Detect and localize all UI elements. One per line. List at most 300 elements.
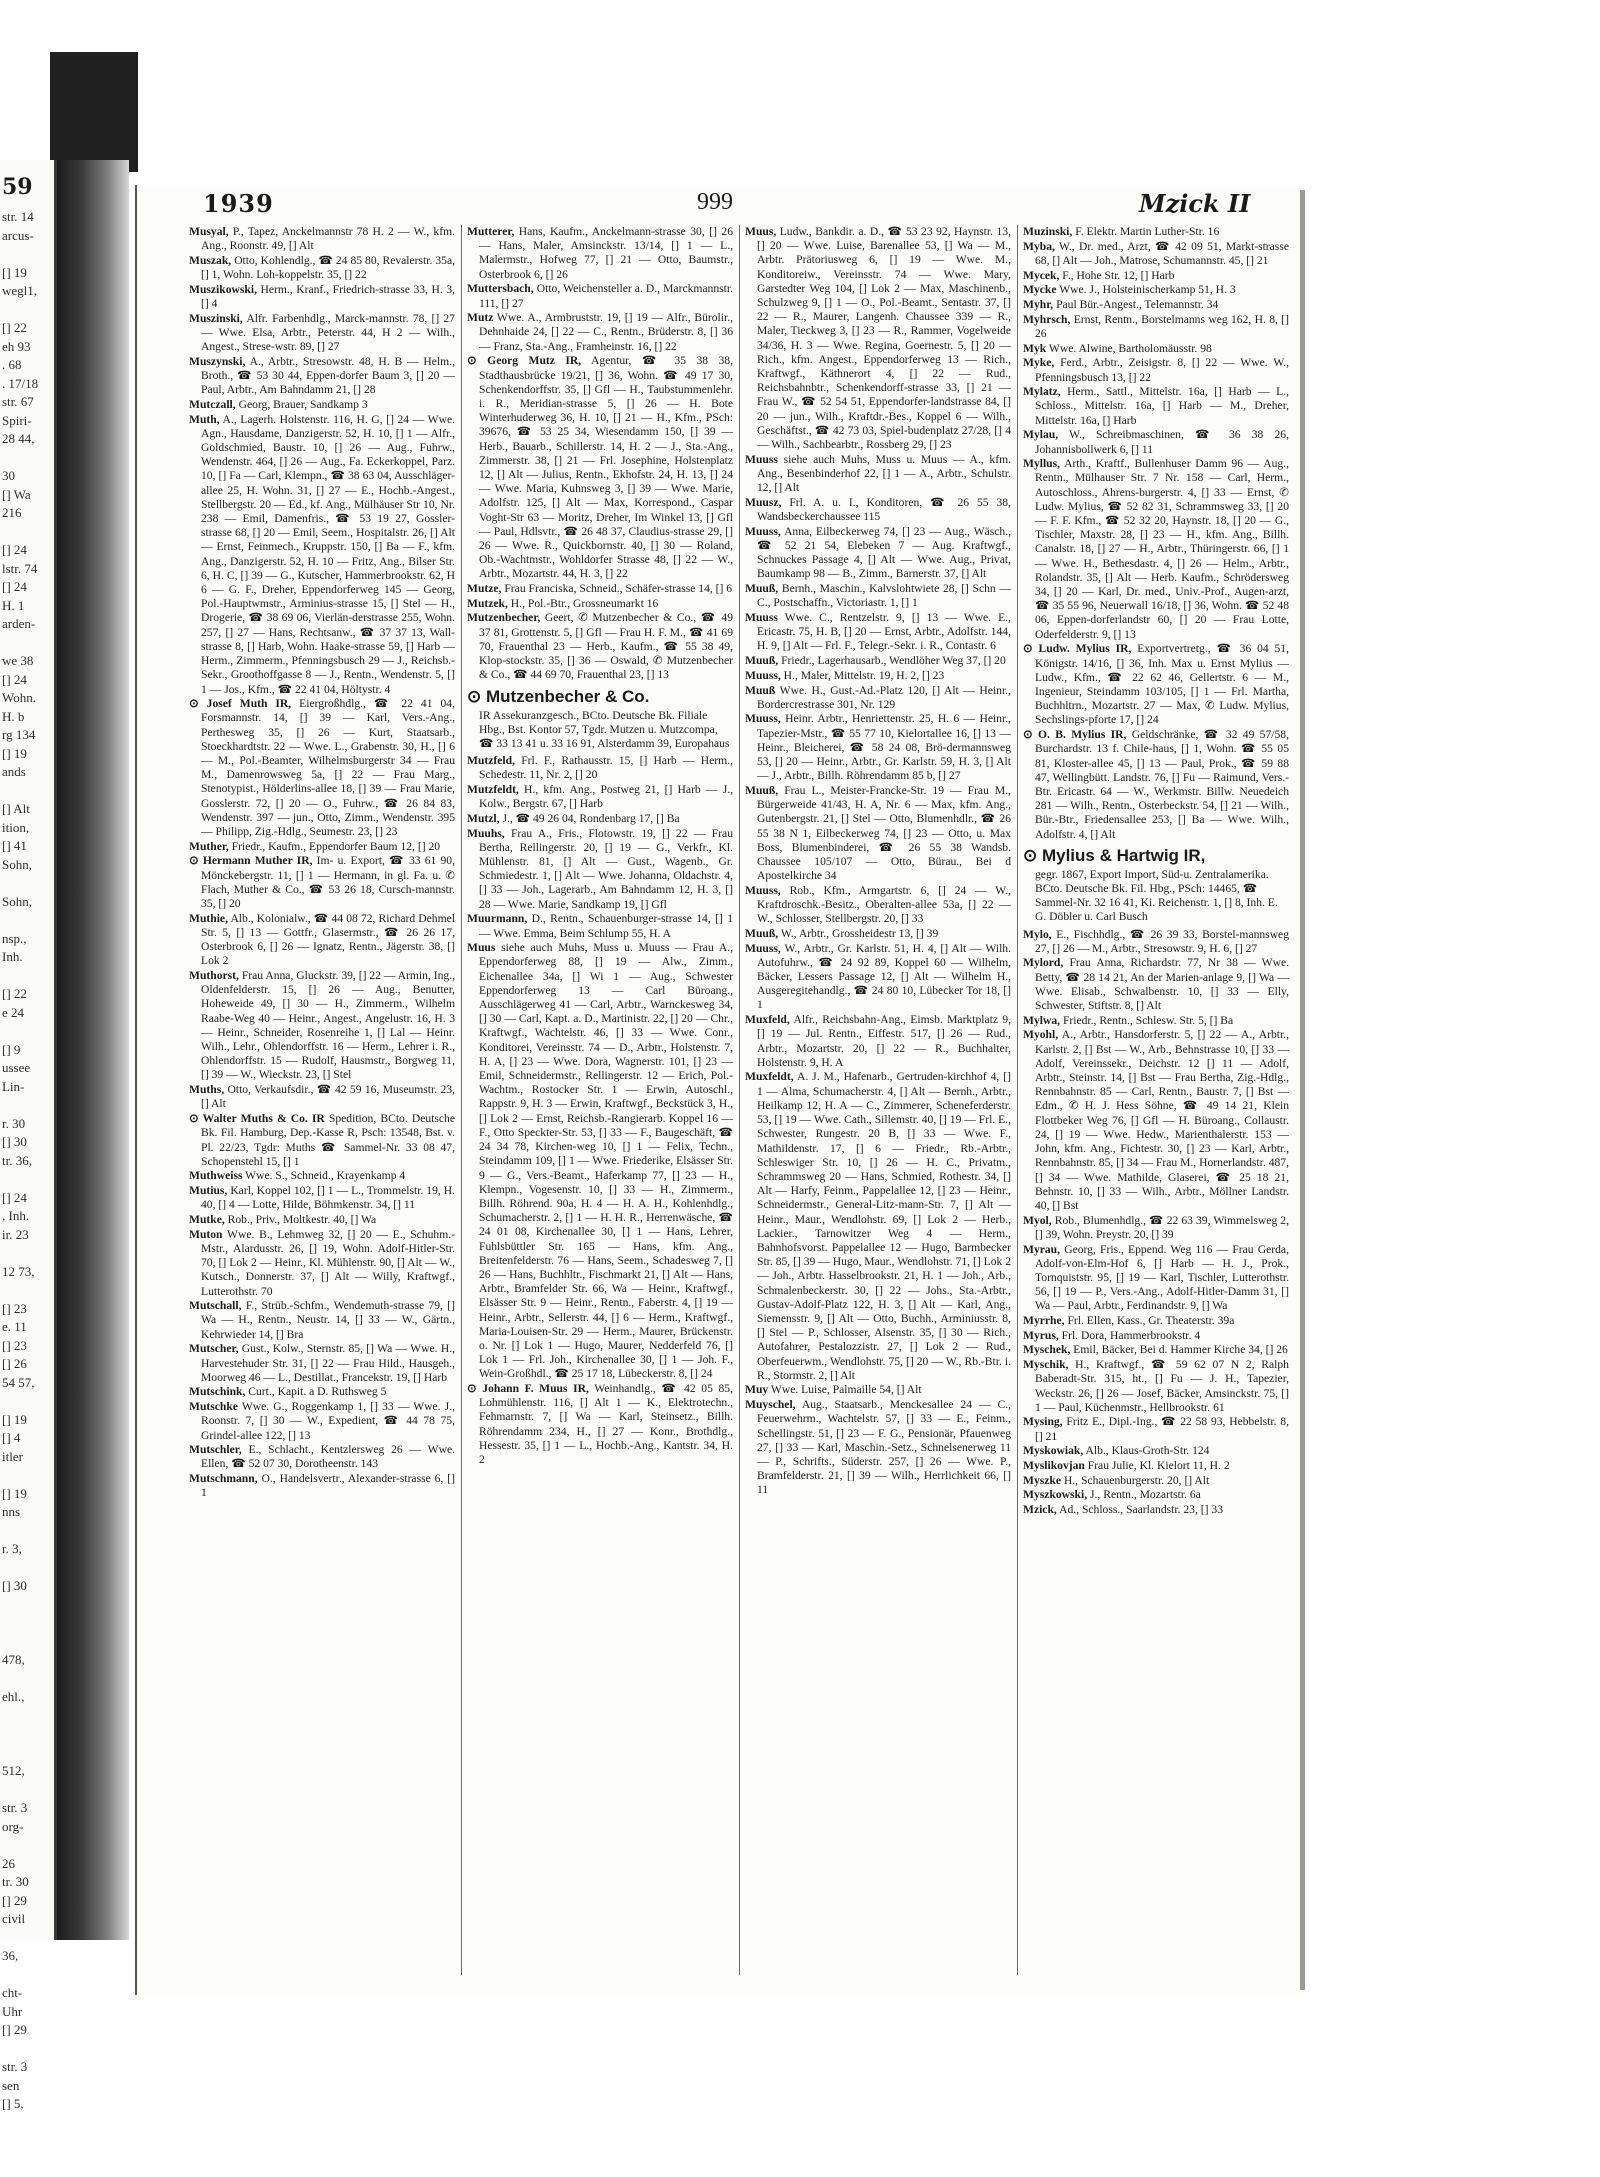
directory-entry: [189, 398, 455, 412]
entry-details: Spedition, BCto. Deutsche Bk. Fil. Hamburg, Dep.-Kasse R, Psch: 13548, Bst. v. Pl. 22/23, Tgdr: Muths ☎ Sammel-Nr. 33 08 47, Schopenstehl 15, [] 1: [201, 1112, 455, 1168]
directory-entry: [1023, 1444, 1289, 1458]
entry-details: W., Arbtr., Grossheidestr 13, [] 39: [780, 926, 939, 940]
entry-surname: Muuß,: [745, 582, 779, 596]
directory-entry: [189, 969, 455, 1083]
directory-entry: [189, 1400, 455, 1443]
edge-fragment: [0, 1744, 54, 1763]
entry-details: Georg, Brauer, Sandkamp 3: [238, 397, 368, 411]
directory-entry: [467, 311, 733, 354]
edge-fragment: [] 30: [2, 1578, 27, 1593]
entry-surname: Mutschink,: [189, 1385, 246, 1399]
entry-details: E., Fischhdlg., ☎ 26 39 33, Borstel-mannsweg 27, [] 26 — M., Arbtr., Stresowstr. 9, H. 6, [] 27: [1035, 927, 1290, 955]
entry-details: Frau Anna, Richardstr. 77, Nr 38 — Wwe. Betty, ☎ 28 14 21, An der Marien-anlage 9, [] Wa — Wwe. Elisab., Schwalbenstr. 10, [] 33 — Elly, Schwester, Stiftstr. 8, [] Alt: [1035, 956, 1289, 1013]
entry-surname: Mylo,: [1023, 927, 1052, 941]
directory-entry: [189, 1184, 455, 1212]
entry-details: Frl. Ellen, Kass., Gr. Theaterstr. 39a: [1067, 1314, 1235, 1328]
column-3: [745, 225, 1011, 1975]
column-2: [467, 225, 733, 1975]
entry-details: Wwe. Luise, Palmaille 54, [] Alt: [770, 1383, 922, 1397]
entry-details: Geert, ✆ Mutzenbecher & Co., ☎ 49 37 81, Grottenstr. 5, [] Gfl — Frau H. F. M., ☎ 41 69 70, Frauenthal 23 — Herb., Kaufm., ☎ 55 38 49, Klop-stockstr. 35, [] 36 — Oswald, ✆ Mutzenbecher & Co., ☎ 44 69 70, Frauenthal 23, [] 13: [479, 611, 734, 682]
edge-fragment: ehl.,: [2, 1689, 25, 1704]
entry-surname: Mylatz,: [1023, 385, 1061, 399]
edge-fragment: str. 3: [2, 2059, 28, 2074]
entry-surname: Mutczall,: [189, 397, 236, 411]
edge-fragment: [] 23: [2, 1337, 27, 1353]
edge-fragment: [] 19: [2, 745, 27, 761]
edge-fragment: [] 23: [2, 1300, 27, 1316]
edge-fragment: e. 11: [2, 1319, 27, 1334]
edge-fragment: [0, 1466, 54, 1485]
entry-surname: Mysing,: [1023, 1415, 1063, 1429]
directory-entry: [1023, 342, 1289, 356]
entry-details: Frl. A. u. I., Konditoren, ☎ 26 55 38, Wandsbeckerchaussee 115: [757, 495, 1011, 524]
directory-entry: [745, 1398, 1011, 1497]
edge-fragment: . 17/18: [2, 375, 39, 391]
previous-page-fragments: [0, 208, 54, 2114]
entry-surname: Myohl,: [1023, 1028, 1059, 1042]
edge-fragment: ussee: [2, 1060, 31, 1075]
directory-entry: [467, 754, 733, 782]
directory-entry: [189, 697, 455, 839]
entry-details: Otto, Kohlendlg., ☎ 24 85 80, Revalerstr. 35a, [] 1, Wohn. Loh-koppelstr. 35, [] 22: [201, 253, 456, 282]
directory-entry: [1023, 356, 1289, 384]
entry-details: Emil, Bäcker, Bei d. Hammer Kirche 34, [] 26: [1073, 1343, 1288, 1357]
edge-fragment: Sohn,: [2, 893, 32, 909]
directory-entry: [1023, 457, 1289, 642]
directory-entry: [1023, 1014, 1289, 1028]
edge-fragment: 30: [2, 468, 15, 483]
entry-details: H., Pol.-Btr., Grossneumarkt 16: [510, 596, 659, 610]
edge-fragment: sen: [2, 2077, 20, 2093]
previous-page-edge: [0, 160, 57, 2111]
edge-fragment: [] 19: [2, 1485, 27, 1501]
edge-fragment: [0, 1392, 54, 1411]
directory-entry: [467, 225, 733, 282]
edge-fragment: eh 93: [2, 338, 31, 354]
edge-fragment: [0, 1281, 54, 1300]
edge-fragment: [0, 874, 54, 893]
entry-surname: Mutschler,: [189, 1443, 242, 1457]
entry-surname: Mutschall,: [189, 1299, 242, 1313]
page-header: [137, 189, 1302, 219]
entry-surname: Muyschel,: [745, 1398, 796, 1412]
entry-details: Alb., Klaus-Groth-Str. 124: [1085, 1444, 1210, 1458]
edge-fragment: [0, 1966, 54, 1985]
entry-surname: Mzick,: [1023, 1503, 1057, 1517]
entry-surname: Mutterer,: [467, 225, 515, 238]
edge-fragment: [0, 1781, 54, 1800]
directory-entry: [467, 582, 733, 596]
entry-surname: Mylwa,: [1023, 1013, 1061, 1027]
edge-fragment: [] 22: [2, 320, 27, 335]
entry-details: Alfr. Farbenhdlg., Marck-mannstr. 78, [] 27 — Wwe. Elsa, Arbtr., Peterstr. 44, H 2 — Wilh., Angest., Strese-wstr. 89, [] 27: [201, 311, 455, 354]
entry-surname: Myllus,: [1023, 457, 1061, 471]
entry-details: A., Arbtr., Hansdorferstr. 5, [] 22 — A., Arbtr., Karlstr. 2, [] Bst — W., Arb., Behnstrasse 10, [] 33 — Adolf, Vereinssekr., Deichstr. 12 [] 11 — Adolf, Arbtr., Steinstr. 14, [] Bst — Frau Bertha, Zig.-Hdlg., Rennbahnstr. 85 — Carl, Rentn., Baustr. 7, [] Bst — Edm., ✆ H. J. Hess Söhne, ☎ 49 14 21, Klein Flottbeker Weg 76, [] Gfl — H. Büroang., Collaustr. 24, [] 19 — Wwe. Hedw., Marienthalerstr. 153 — John, kfm. Ang., Fichtestr. 30, [] 23 — Karl, Arbtr., Rennbahnstr. 85, [] 34 — Frau M., Hornerlandstr. 487, [] 34 — Wwe. Mathilde, Glaserei, ☎ 25 18 21, Behnstr. 10, [] 33 — Wilh., Arbtr., Möllner Landstr. 40, [] Bst: [1035, 1028, 1289, 1212]
entry-details: D., Rentn., Schauenburger-strasse 14, [] 1 — Wwe. Emma, Beim Schlump 55, H. A: [479, 912, 733, 940]
entry-surname: ⊙ Josef Muth IR,: [189, 697, 292, 711]
edge-fragment: we 38: [2, 653, 34, 668]
directory-entry: [745, 654, 1011, 668]
entry-details: IR Assekuranzgesch., BCto. Deutsche Bk. Filiale Hbg., Bst. Kontor 57, Tgdr. Mutzen u. Mutzcompa, ☎ 33 13 41 u. 33 16 91, Alsterdamm 39, Europahaus: [479, 708, 730, 750]
edge-fragment: ition,: [2, 819, 30, 835]
directory-entry: [745, 611, 1011, 654]
entry-surname: Mylord,: [1023, 956, 1064, 970]
directory-entry: [189, 1083, 455, 1111]
entry-details: Friedr., Kaufm., Eppendorfer Baum 12, [] 20: [231, 839, 441, 853]
scan-dark-corner: [50, 52, 138, 172]
edge-fragment: [0, 1559, 54, 1578]
entry-surname: Musyal,: [189, 225, 229, 238]
entry-surname: ⊙ Hermann Muther IR,: [189, 854, 313, 868]
edge-fragment: tr. 36,: [2, 1152, 32, 1168]
edge-fragment: [] 26: [2, 1356, 27, 1371]
edge-fragment: r. 3,: [2, 1541, 22, 1556]
edge-fragment: [] 9: [2, 1041, 21, 1057]
edge-fragment: org-: [2, 1818, 24, 1834]
entry-details: Agentur, ☎ 35 38 38, Stadthausbrücke 19/21, [] 36, Wohn. ☎ 49 17 30, Schenkendorffstr. 35, [] Gfl — H., Taubstummenlehr. i. R., Meridian-strasse 5, [] 26 — H. Bote Winterhuderweg 36, H. 10, [] 21 — H., Kfm., PSch: 39676, ☎ 53 25 34, Wiesendamm 150, [] 39 — Herb., Bauarb., Schillerstr. 14, H. 2 — J., Sta.-Ang., Zimmerstr. 38, [] 21 — Frl. Josephine, Holstenplatz 12, [] Alt — Julius, Rentn., Ekhofstr. 24, H. 13, [] 24 — Wwe. Maria, Kuhnsweg 3, [] 39 — Wwe. Marie, Adolfstr. 125, [] Alt — Max, Korrespond., Caspar Voght-Str 63 — Moritz, Dreher, Im Winkel 13, [] Gfl — Paul, Hdlsvtr., ☎ 26 48 37, Claudius-strasse 29, [] 26 — Wwe. R., Quickbornstr. 40, [] 30 — Roland, Ob.-Wachtmstr., Wohldorfer Strasse 48, [] 22 — W., Arbtr., Mozartstr. 44, H. 3, [] 22: [479, 354, 734, 581]
edge-fragment: [0, 634, 54, 653]
entry-details: Arth., Kraftf., Bullenhuser Damm 96 — Aug., Rentn., Mülhauser Str. 7 Nr. 158 — Carl, Herm., Autoschloss., Ahrens-burgerstr. 4, [] 33 — Ernst, ✆ Ludw. Mylius, ☎ 52 82 31, Schrammsweg 33, [] 20 — F. F. Kfm., ☎ 52 32 20, Haynstr. 18, [] 20 — G., Tischler, Maxstr. 28, [] 23 — H., kfm. Ang., Billh. Canalstr. 18, [] 27 — H., Arbtr., Thüringerstr. 66, [] 1 — Wwe. H., Bethesdastr. 4, [] 26 — Helm., Arbtr., Rolandstr. 35, [] Alt — Herb. Kaufm., Schrödersweg 34, [] 20 — Karl, Dr. med., Univ.-Prof., Augen-arzt, ☎ 35 55 96, Neuerwall 16/18, [] 36, Wohn. ☎ 52 48 06, Eppen-dorferlandstr 60, [] 20 — Frau Lotte, Oderfelderstr. 9, [] 13: [1035, 457, 1289, 641]
entry-details: J., Rentn., Mozartstr. 6a: [1090, 1488, 1201, 1502]
edge-fragment: [0, 1096, 54, 1115]
entry-details: Frau Julie, Kl. Kielort 11, H. 2: [1087, 1459, 1230, 1473]
entry-surname: Muszak,: [189, 253, 232, 267]
column-rule: [461, 225, 462, 1975]
edge-fragment: nns: [2, 1504, 21, 1519]
edge-fragment: [] 4: [2, 1430, 21, 1445]
directory-entry: [189, 1472, 455, 1500]
entry-surname: Muther,: [189, 839, 229, 853]
edge-fragment: str. 3: [2, 1800, 28, 1815]
edge-fragment: [0, 1022, 54, 1041]
edge-fragment: [0, 1929, 54, 1948]
entry-details: Fritz E., Dipl.-Ing., ☎ 22 58 93, Hebbelstr. 8, [] 21: [1035, 1415, 1290, 1443]
entry-details: Eiergroßhdlg., ☎ 22 41 04, Forsmannstr. 14, [] 39 — Karl, Vers.-Ang., Perthesweg 35, [] 26 — Kurt, Staatsarb., Stoeckhardtstr. 22 — Wwe. L., Grabenstr. 30, H., [] 6 — M., Pol.-Beamter, Wilhelmsburgerstr 34 — Frau M., Damenrowsweg 5a, [] 22 — Frau Marg., Stenotypist., Hölderlins-allee 18, [] 39 — Frau Marie, Gosslerstr. 72, [] 20 — O., Fuhrw., ☎ 26 84 83, Wendenstr. 397 — jun., Otto, Zimm., Wendenstr. 395 — Philipp, Zig.-Hdlg., Seumestr. 23, [] 23: [201, 697, 455, 839]
entry-surname: Muths,: [189, 1083, 225, 1097]
directory-entry: [1023, 1343, 1289, 1357]
edge-fragment: [] Alt: [2, 801, 30, 816]
entry-details: Otto, Verkaufsdir., ☎ 42 59 16, Museumstr. 23, [] Alt: [201, 1083, 455, 1111]
entry-surname: Mutze,: [467, 582, 502, 596]
directory-entry: [467, 941, 733, 1381]
entry-surname: Muxfeldt,: [745, 1070, 794, 1084]
entry-details: gegr. 1867, Export Import, Süd-u. Zentralamerika. BCto. Deutsche Bk. Fil. Hbg., PSch: 14465, ☎ Sammel-Nr. 32 16 41, Ki. Reichenstr. 1, [] 8, Inh. E. G. Döbler u. Carl Busch: [1035, 867, 1278, 924]
edge-fragment: [0, 1725, 54, 1744]
column-4: [1023, 225, 1289, 1975]
directory-entry: [467, 611, 733, 682]
edge-fragment: [0, 1170, 54, 1189]
directory-entry: [745, 884, 1011, 927]
entry-surname: Muton: [189, 1227, 223, 1241]
edge-fragment: Wohn.: [2, 690, 36, 705]
entry-details: A., Arbtr., Stresowstr. 48, H. B — Helm., Broth., ☎ 53 30 44, Eppen-dorfer Baum 3, [] 20 — Paul, Arbtr., Am Bahndamm 21, [] 28: [201, 354, 455, 397]
directory-entry: [1023, 728, 1289, 842]
running-head: Mzick II: [1139, 189, 1251, 218]
entry-details: H., Maler, Mittelstr. 19, H. 2, [] 23: [783, 668, 945, 682]
directory-entry: [745, 453, 1011, 496]
edge-fragment: Lin-: [2, 1078, 25, 1094]
page-year: 1939: [203, 189, 274, 218]
edge-fragment: str. 14: [2, 209, 34, 224]
entry-details: Wwe. S., Schneid., Krayenkamp 4: [245, 1169, 406, 1183]
entry-details: H., kfm. Ang., Postweg 21, [] Harb — J., Kolw., Bergstr. 67, [] Harb: [479, 783, 734, 811]
entry-details: Ernst, Rentn., Borstelmanns weg 162, H. 8, [] 26: [1035, 312, 1289, 340]
edge-fragment: H. 1: [2, 597, 25, 613]
entry-surname: Myol,: [1023, 1213, 1052, 1227]
entry-details: siehe auch Muhs, Muss u. Muus — A., kfm. Ang., Besenbinderhof 22, [] 1 — A., Arbtr., Schulstr. 12, [] Alt: [757, 452, 1011, 495]
entry-details: Wwe. H., Gust.-Ad.-Platz 120, [] Alt — Heinr., Bordercrestrasse 301, Nr. 129: [757, 683, 1011, 711]
entry-details: F. Elektr. Martin Luther-Str. 16: [1075, 225, 1220, 238]
entry-surname: Myhr,: [1023, 298, 1054, 312]
directory-entry: [1023, 1358, 1289, 1415]
directory-entry: [745, 1013, 1011, 1070]
edge-fragment: 28 44,: [2, 431, 35, 446]
edge-fragment: [] 19: [2, 264, 27, 280]
directory-entry: [1023, 1459, 1289, 1473]
directory-entry: [467, 783, 733, 811]
entry-details: Curt., Kapit. a D. Ruthsweg 5: [248, 1385, 387, 1399]
entry-details: A., Lagerh. Holstenstr. 116, H. G, [] 24 — Wwe. Agn., Hausdame, Danzigerstr. 52, H. 10, [] 1 — Alfr., Goldschmied, Baustr. 10, [] 26 — Aug., Fuhrw., Wendenstr. 464, [] 26 — Aug., Fa. Eckerkoppel, Parz. 10, [] Fa — Carl, Klempn., ☎ 38 63 04, Ausschläger-allee 25, H. Wohn. 31, [] 27 — E., Hochb.-Angest., Stellbergstr. 20 — Ed., kf. Ang., Mülhäuser Str 10, Nr. 238 — Emil, Damenfris., ☎ 53 19 27, Gossler-strasse 68, [] 20 — Emil, Seem., Hospitalstr. 26, [] Alt — Ernst, Feinmech., Kruppstr. 150, [] Ba — F., kfm. Ang., Danzigerstr. 52, H. 10 — Fritz, Ang., Bilser Str. 6, H. C, [] 39 — G., Kutscher, Hammerbrookstr. 62, H 6 — G. F., Dreher, Eppendorferweg 145 — Georg, Pol.-Hauptwmstr., Arminius-strasse 15, [] Stel — H., Drogerie, ☎ 38 69 06, Vierlän-derstrasse 255, Wohn. 257, [] 27 — Hans, Rechtsanw., ☎ 37 37 13, Wall-strasse 8, [] Harb, Wohn. Haake-strasse 59, [] Harb — Herm., Zimmerm., Pfenningsbusch 29 — J., Reichsb.-Sekr., Groothoffgasse 8 — J., Rentn., Wendenstr. 5, [] 1 — Jos., Kfm., ☎ 22 41 04, Höltystr. 4: [201, 412, 455, 696]
edge-fragment: cht-: [2, 1985, 23, 2000]
entry-details: H., Schauenburgerstr. 20, [] Alt: [1063, 1473, 1210, 1487]
edge-fragment: Inh.: [2, 949, 23, 964]
entry-details: Georg, Fris., Eppend. Weg 116 — Frau Gerda, Adolf-von-Elm-Hof 6, [] Harb — H. J., Prok., Tornquiststr. 95, [] 19 — Karl, Tischler, Lutterothstr. 56, [] 19 — P., Vers.-Ang., Adolf-Hitler-Damm 31, [] Wa — Paul, Arbtr., Ferdinandstr. 9, [] Wa: [1035, 1242, 1289, 1313]
directory-page: [135, 185, 1302, 1995]
entry-surname: Mutschmann,: [189, 1472, 258, 1486]
entry-surname: Mutzenbecher,: [467, 611, 541, 625]
edge-fragment: [] 22: [2, 986, 27, 1001]
entry-details: Weinhandlg., ☎ 42 05 85, Lohmühlenstr. 116, [] Alt 1 — K., Elektrotechn., Fehmarnstr. 7, [] Wa — Karl, Steinsetz., Billh. Röhrendamm 234, H., [] 27 — Konr., Brothdlg., Hessestr. 35, [] 1 — L., Hochb.-Ang., Kantstr. 34, H. 2: [479, 1382, 733, 1467]
directory-entry: [1023, 928, 1289, 956]
directory-entry: [745, 496, 1011, 524]
column-rule: [739, 225, 740, 1975]
edge-fragment: rg 134: [2, 727, 36, 742]
directory-entry: [467, 827, 733, 912]
edge-fragment: [0, 1244, 54, 1263]
edge-fragment: wegl1,: [2, 283, 38, 298]
entry-surname: Myszke: [1023, 1473, 1061, 1487]
edge-fragment: arden-: [2, 616, 36, 631]
edge-fragment: 12 73,: [2, 1263, 35, 1279]
entry-surname: ⊙ Walter Muths & Co. IR: [189, 1112, 325, 1126]
edge-fragment: [0, 782, 54, 801]
directory-entry: [745, 927, 1011, 941]
entry-surname: Muthweiss: [189, 1169, 243, 1183]
directory-entry: [467, 1382, 733, 1467]
entry-details: Otto, Weichensteller a. D., Marckmannstr. 111, [] 27: [479, 282, 733, 310]
edge-fragment: [] 5,: [2, 2096, 24, 2111]
entry-surname: Muus: [467, 941, 496, 955]
directory-entry: [189, 1169, 455, 1183]
entry-details: Im- u. Export, ☎ 33 61 90, Mönckebergstr. 11, [] 1 — Hermann, in gl. Fa. u. ✆ Flach, Muther & Co., ☎ 53 26 18, Cursch-mannstr. 35, [] 20: [201, 854, 455, 911]
entry-surname: Myskowiak,: [1023, 1444, 1084, 1458]
entry-surname: Mylau,: [1023, 428, 1059, 442]
entry-surname: Muuß,: [745, 783, 779, 797]
entry-surname: Myhrsch,: [1023, 312, 1071, 326]
directory-entry: [745, 525, 1011, 582]
entry-details: Hans, Kaufm., Anckelmann-strasse 30, [] 26 — Hans, Maler, Amsinckstr. 13/14, [] 1 — L., Malermstr., Hofweg 77, [] 21 — Otto, Baumstr., Osterbrook 6, [] 26: [479, 225, 733, 281]
entry-surname: Muuss,: [745, 712, 781, 726]
entry-surname: Muuhs,: [467, 826, 505, 840]
directory-entry: [745, 225, 1011, 452]
directory-entry: [189, 1342, 455, 1385]
entry-details: Frl. Dora, Hammerbrookstr. 4: [1061, 1328, 1201, 1342]
entry-details: H., Kraftwgf., ☎ 59 62 07 N 2, Ralph Baberadt-Str. 315, ht., [] Fu — J. H., Tapezier, Weckstr. 26, [] 26 — Josef, Bäcker, Amsinckstr. 75, [] 1 — Paul, Küchenmstr., Hellbrookstr. 61: [1035, 1358, 1289, 1414]
directory-entry: [1023, 298, 1289, 312]
directory-entry: [745, 784, 1011, 883]
directory-entry: [745, 684, 1011, 712]
edge-fragment: lstr. 74: [2, 560, 38, 576]
entry-details: Wwe. B., Lehmweg 32, [] 20 — E., Schuhm.-Mstr., Alardusstr. 26, [] 19, Wohn. Adolf-Hitler-Str. 70, [] Lok 2 — Heinr., Kl. Mühlenstr. 90, [] Alt — W., Kutsch., Donnerstr. 37, [] Alt — Willy, Kraftwgf., Lutterothstr. 70: [201, 1227, 455, 1298]
edge-fragment: 54 57,: [2, 1374, 35, 1390]
directory-entry: [467, 812, 733, 826]
directory-entry: [1023, 1488, 1289, 1502]
entry-surname: Muus,: [745, 225, 777, 238]
entry-surname: Muthorst,: [189, 969, 239, 983]
directory-entry: [1023, 428, 1289, 456]
entry-details: Alb., Kolonialw., ☎ 44 08 72, Richard Dehmel Str. 5, [] 13 — Gottfr., Glasermstr., ☎ 26 26 17, Osterbrook 6, [] 26 — Ignatz, Rentn., Jägerstr. 38, [] Lok 2: [201, 911, 455, 968]
entry-surname: Mutzek,: [467, 596, 508, 610]
edge-fragment: nsp.,: [2, 930, 27, 946]
entry-details: P., Tapez, Anckelmannstr 78 H. 2 — W., kfm. Ang., Roonstr. 49, [] Alt: [201, 225, 456, 253]
directory-entry: [745, 1383, 1011, 1397]
edge-fragment: [0, 1836, 54, 1855]
entry-details: Wwe. C., Rentzelstr. 9, [] 13 — Wwe. E., Ericastr. 75, H. B, [] 20 — Ernst, Arbtr., Adolfstr. 144, H. 9, [] Alt — Frl. F., Telegr.-Sekr. i. R., Contastr. 6: [757, 610, 1011, 653]
directory-entry: [1023, 642, 1289, 727]
entry-details: Rob., Blumenhdlg., ☎ 22 63 39, Wimmelsweg 2, [] 39, Wohn. Preystr. 20, [] 39: [1035, 1213, 1289, 1241]
entry-details: F., Hohe Str. 12, [] Harb: [1062, 268, 1175, 282]
entry-details: A. J. M., Hafenarb., Gertruden-kirchhof 4, [] 1 — Alma, Schumacherstr. 4, [] Alt — Bernh., Arbtr., Heilkamp 12, H. A — C., Zimmerer, Scheneferderstr. 53, [] 19 — Wwe. Cath., Sillemstr. 40, [] 19 — Frl. E., Schwester, Rungestr. 20 B, [] 33 — Wwe. F., Mathildenstr. 17, [] 6 — Friedr., Rb.-Arbtr., Schleswiger Str. 10, [] 26 — H. C., Privatm., Schrammsweg 20 — Hans, Schmied, Rothestr. 34, [] Alt — Harfy, Feinm., Pappelallee 12, [] 23 — Heinr., Schneidermstr., General-Litz-mann-Str. 7, [] Alt — Heinr., Maur., Wendlohstr. 69, [] Lok 2 — Herb., Lackier., Tarnowitzer Weg 4 — Herm., Bahnhofsvorst. Pappelallee 12 — Hugo, Barmbecker Str. 85, [] 39 — Hugo, Maur., Wendlohstr. 71, [] Lok 2 — Joh., Arbtr. Hasselbrookstr. 21, H. 1 — Joh., Arb., Schmalenbeckerstr. 30, [] 22 — Johs., Sta.-Arbtr., Gustav-Adolf-Platz 122, H. 3, [] Alt — Karl, Ang., Siemensstr. 9, [] Alt — Otto, Buchh., Arminiusstr. 8, [] Stel — P., Schlosser, Alsenstr. 35, [] 30 — Rich., Autofahrer, Pestalozzistr. 27, [] Lok 2 — Rud., Oberfeuerwm., Wendlohstr. 75, [] 20 — W., Rb.-Btr. i. R., Stormstr. 2, [] Alt: [757, 1070, 1011, 1382]
edge-fragment: Sohn,: [2, 856, 32, 872]
entry-surname: Myrrhe,: [1023, 1314, 1065, 1328]
edge-fragment: str. 67: [2, 394, 34, 409]
directory-entry: [745, 669, 1011, 683]
edge-fragment: [0, 1614, 54, 1633]
entry-details: Anna, Eilbeckerweg 74, [] 23 — Aug., Wäsch., ☎ 52 21 54, Elebeken 7 — Aug. Kraftwgf., Schnuckes Passage 4, [] Alt — Wwe. Aug., Privat, Baumkamp 98 — B., Zimm., Barnerstr. 37, [] Alt: [757, 524, 1011, 581]
directory-entry: [189, 312, 455, 355]
entry-details: F., Strüb.-Schfm., Wendemuth-strasse 79, [] Wa — H., Rentn., Neustr. 14, [] 33 — W., Gärtn., Kehrwieder 14, [] Bra: [201, 1299, 455, 1341]
directory-entry: [1023, 1474, 1289, 1488]
entry-surname: Muurmann,: [467, 912, 528, 926]
entry-surname: Muth,: [189, 412, 220, 426]
edge-fragment: H. b: [2, 708, 25, 724]
edge-fragment: [] 30: [2, 1134, 27, 1149]
directory-entry: [467, 282, 733, 310]
directory-entry: [1023, 283, 1289, 297]
directory-entry: [745, 712, 1011, 783]
directory-entry: [189, 912, 455, 969]
entry-surname: Myrau,: [1023, 1242, 1061, 1256]
directory-entry: [189, 355, 455, 398]
entry-surname: Mycek,: [1023, 268, 1060, 282]
entry-surname: Mutke,: [189, 1213, 225, 1227]
entry-surname: Mutz: [467, 311, 494, 325]
entry-surname: Myszkowski,: [1023, 1488, 1088, 1502]
entry-surname: Muuß,: [745, 926, 779, 940]
entry-surname: Muuss,: [745, 524, 781, 538]
edge-fragment: [0, 449, 54, 468]
edge-fragment: tr. 30: [2, 1874, 29, 1889]
entry-surname: Muuß: [745, 683, 776, 697]
directory-entry: [1023, 1314, 1289, 1328]
entry-details: Ludw., Bankdir. a. D., ☎ 53 23 92, Haynstr. 13, [] 20 — Wwe. Luise, Barenallee 53, [] Wa — M., Arbtr. Prätoriusweg 6, [] 19 — Wwe. M., Konditoreiw., Vereinsstr. 74 — Wwe. Mary, Garstedter Weg 104, [] Lok 2 — Max, Maschinenb., Schulzweg 9, [] 1 — O., Pol.-Beamt., Sentastr. 37, [] 22 — R., Maurer, Langenh. Chaussee 339 — R., Maler, Tieckweg 3, [] 23 — R., Rammer, Vogelweide 34/36, H. 3 — Wwe. Regina, Goernestr. 5, [] 20 — Rich., kfm. Angest., Eppendorferweg 13 — Rich., Kraftwgf., Käthnerort 4, [] 22 — Rud., Reichsbahnbtr., Schenkendorff-strasse 33, [] 21 — Frau W., ☎ 52 54 51, Eppendorfer-landstrasse 84, [] 20 — jun., Wilh., Kraftdr.-Bes., Koppel 6 — Wilh., Geschäftst., ☎ 42 73 03, Spiel-budenplatz 27/28, [] 4 — Wilh., Sachbearbtr., Rossberg 29, [] 23: [757, 225, 1011, 452]
entry-surname: Muttersbach,: [467, 282, 534, 296]
edge-fragment: ands: [2, 764, 26, 779]
entry-surname: Mutschke: [189, 1400, 238, 1414]
entry-surname: Mycke: [1023, 283, 1057, 297]
entry-details: Alfr., Reichsbahn-Ang., Eimsb. Marktplatz 9, [] 19 — Jul. Rentn., Eiffestr. 517, [] 26 — Rud., Arbtr., Mozartstr. 20, [] 22 — R., Buchhalter, Holstenstr. 9, H. A: [757, 1013, 1011, 1069]
directory-entry: [467, 354, 733, 581]
entry-details: Rob., Kfm., Armgartstr. 6, [] 24 — W., Kraftdroschk.-Besitz., Oberalten-allee 53a, [] 22 — W., Schlosser, Stellbergstr. 20, [] 33: [757, 883, 1011, 926]
edge-fragment: [0, 1596, 54, 1615]
entry-surname: Muy: [745, 1383, 769, 1397]
entry-details: Aug., Staatsarb., Menckesallee 24 — C., Feuerwehrm., Wachtelstr. 57, [] 33 — E., Feinm., Schellingstr. 51, [] 23 — F. G., Pensionär, Pfauenweg 27, [] 33 — Karl, Maschin.-Setz., Schnelsenerweg 11 — P., Schrifts., Süderstr. 257, [] 26 — Wwe. P., Bramfelderstr. 21, [] 39 — Wilh., Herrlichkeit 66, [] 11: [757, 1398, 1012, 1497]
entry-details: Frau Anna, Gluckstr. 39, [] 22 — Armin, Ing., Oldenfelderstr. 15, [] 26 — Aug., Benutter, Hoheweide 49, [] 30 — H., Zimmerm., Wilhelm Raabe-Weg 40 — Heinr., Angest., Angelustr. 16, H. 3 — Heinr., Schneider, Rosenreihe 1, [] Lal — Heinr. Wilh., Lehr., Ohlendorffstr. 16 — Herm., Lehrer i. R., Ohlendorffstr. 15 — Rudolf, Hausmstr., Borgweg 11, [] 39 — W., Wieckstr. 23, [] Stel: [201, 969, 456, 1082]
entry-details: W., Schreibmaschinen, ☎ 36 38 26, Johannisbollwerk 6, [] 11: [1035, 428, 1289, 456]
entry-details: E., Schlacht., Kentzlersweg 26 — Wwe. Ellen, ☎ 52 07 30, Dorotheenstr. 143: [201, 1443, 455, 1471]
entry-details: Ad., Schloss., Saarlandstr. 23, [] 33: [1059, 1503, 1223, 1517]
entry-details: Paul Bür.-Angest., Telemannstr. 34: [1056, 298, 1219, 312]
column-rule: [1017, 225, 1018, 1975]
edge-fragment: [0, 911, 54, 930]
directory-entry: [1023, 225, 1289, 239]
edge-fragment: [0, 245, 54, 264]
entry-surname: Mutius,: [189, 1184, 228, 1198]
directory-entry: [189, 254, 455, 282]
entry-details: W., Arbtr., Gr. Karlstr. 51, H. 4, [] Alt — Wilh. Autofuhrw., ☎ 24 92 89, Koppel 60 — Wilhelm, Bäcker, Lessers Passage 12, [] Alt — Wilhelm H., Ausgeregitehandlg., ☎ 24 80 10, Lübecker Tor 18, [] 1: [757, 941, 1011, 1012]
entry-surname: Mutscher,: [189, 1342, 239, 1356]
edge-fragment: [0, 1707, 54, 1726]
entry-surname: ⊙ Georg Mutz IR,: [467, 354, 582, 368]
entry-details: Wwe. J., Holsteinischerkamp 51, H. 3: [1059, 283, 1236, 297]
directory-entry: [189, 283, 455, 311]
edge-fragment: [] 19: [2, 1411, 27, 1427]
book-gutter-shadow: [57, 160, 129, 1940]
directory-entry: [467, 912, 733, 940]
entry-details: Herm., Kranf., Friedrich-strasse 33, H. 3, [] 4: [201, 282, 455, 311]
entry-surname: ⊙ O. B. Mylius IR,: [1023, 728, 1127, 742]
entry-surname: ⊙ Mylius & Hartwig IR,: [1023, 845, 1206, 865]
edge-fragment: [0, 1522, 54, 1541]
page-number: 999: [697, 189, 733, 215]
entry-surname: Myschik,: [1023, 1358, 1069, 1372]
directory-entry: [189, 840, 455, 854]
entry-details: Rob., Priv., Moltkestr. 40, [] Wa: [227, 1213, 377, 1227]
entry-surname: Muszikowski,: [189, 282, 257, 296]
entry-details: Herm., Sattl., Mittelstr. 16a, [] Harb — L., Schloss., Mittelstr. 16a, [] Harb — M., Dreher, Mittelstr. 16a, [] Harb: [1035, 385, 1289, 427]
edge-fragment: Spiri-: [2, 412, 32, 428]
entry-details: Geldschränke, ☎ 32 49 57/58, Burchardstr. 13 f. Chile-haus, [] 1, Wohn. ☎ 55 05 81, Kloster-allee 45, [] 13 — Paul, Prok., ☎ 59 88 47, Wellingbütt. Landstr. 76, [] Fu — Raimund, Vers.-Btr. Ericastr. 64 — W., Werkmstr. Billw. Neuedeich 281 — Wilh., Rentn., Osterbeckstr. 54, [] 21 — Wilh., Bür.-Btr., Friedensallee 253, [] Ba — Wwe. Wilh., Adolfstr. 4, [] Alt: [1035, 728, 1289, 841]
edge-fragment: 216: [2, 505, 22, 520]
directory-entry: [1023, 1214, 1289, 1242]
entry-surname: Myrus,: [1023, 1328, 1059, 1342]
entry-surname: Myke,: [1023, 356, 1055, 370]
entry-details: Wwe. A., Armbruststr. 19, [] 19 — Alfr., Bürolir., Dehnhaide 24, [] 22 — C., Rentn., Brüderstr. 8, [] 36 — Franz, Sta.-Ang., Framheinstr. 16, [] 22: [479, 311, 733, 353]
entry-surname: Muszinski,: [189, 311, 243, 325]
edge-fragment: itler: [2, 1448, 23, 1464]
edge-fragment: [0, 2040, 54, 2059]
directory-entry: [745, 942, 1011, 1013]
entry-surname: Mutzfeldt,: [467, 783, 519, 797]
firm-entry: [467, 687, 733, 707]
directory-entry: [1023, 269, 1289, 283]
entry-surname: Muusz,: [745, 495, 782, 509]
directory-entry: [189, 1385, 455, 1399]
directory-entry: [189, 854, 455, 911]
edge-fragment: [0, 523, 54, 542]
directory-entry: [189, 1299, 455, 1342]
page-edge-shadow: [1300, 190, 1305, 1990]
